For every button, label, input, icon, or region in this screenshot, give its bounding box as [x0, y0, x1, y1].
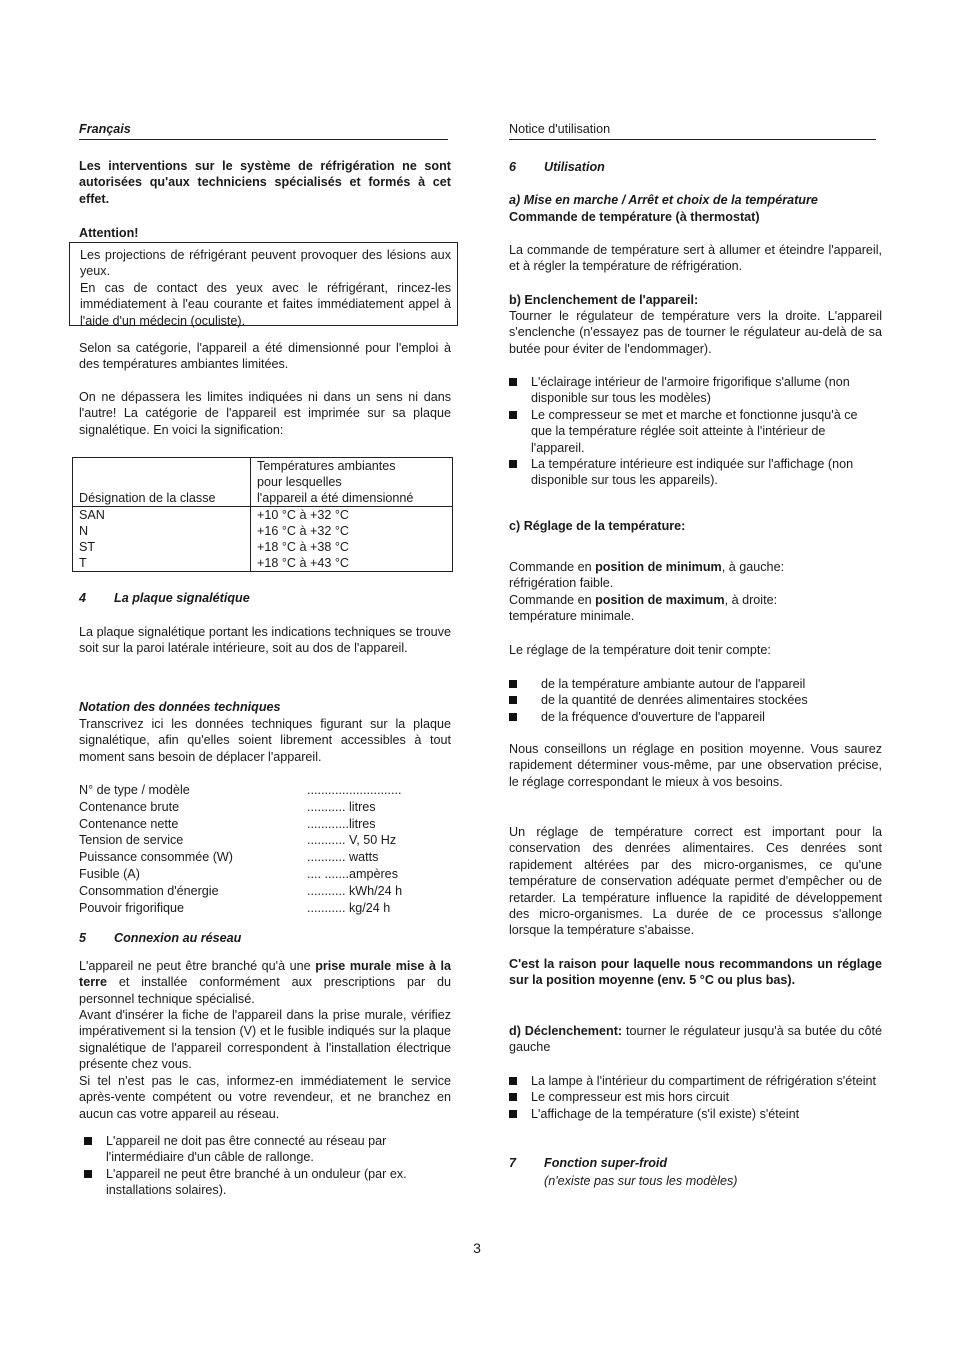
list-item: [509, 676, 882, 692]
table-cell-temp: +10 °C à +32 °C: [251, 507, 453, 524]
spec-row: [79, 866, 451, 883]
header-title: Notice d'utilisation: [509, 122, 876, 140]
spec-label: Pouvoir frigorifique: [79, 900, 184, 915]
page-number: 3: [473, 1240, 481, 1256]
section-5-bullets: [84, 1133, 451, 1199]
list-item: [509, 1089, 882, 1105]
subsection-a-text: La commande de température sert à allumer et éteindre l'appareil, et à régler la température de réfrigération.: [509, 243, 882, 274]
attention-title: Attention!: [79, 226, 139, 240]
section-5-text-1: [79, 958, 451, 1007]
subsection-c-title: c) Réglage de la température:: [509, 519, 686, 533]
table-cell-temp: +16 °C à +32 °C: [251, 523, 453, 539]
section-7-heading: [509, 1156, 667, 1170]
table-cell-class: N: [73, 523, 251, 539]
bullet-square-icon: [509, 460, 517, 468]
table-cell-class: T: [73, 555, 251, 572]
subsection-c-bullets: [509, 676, 882, 725]
table-row: [73, 523, 453, 539]
list-item-text: La température intérieure est indiquée sur l'affichage (non disponible sur tous les appareils).: [531, 457, 854, 488]
spec-value: ........... kWh/24 h: [307, 883, 403, 898]
notation-text: Transcrivez ici les données techniques figurant sur la plaque signalétique, afin qu'elles soient librement accessibles à tout moment sans besoin de déplacer l'appareil.: [79, 717, 451, 764]
subsection-d-text: tourner le régulateur jusqu'à sa butée du côté gauche: [509, 1024, 882, 1055]
header-language: Français: [79, 122, 448, 140]
section-7-title: Fonction super-froid: [544, 1156, 668, 1170]
spec-row: [79, 900, 451, 917]
list-item: [509, 1073, 882, 1089]
setting-min-d: réfrigération faible.: [509, 576, 614, 591]
section-4-text: La plaque signalétique portant les indications techniques se trouve soit sur la paroi latérale intérieure, soit au dos de l'appareil.: [79, 625, 451, 656]
setting-advice: Nous conseillons un réglage en position moyenne. Vous saurez rapidement déterminer vous-même, par une observation précise, le réglage correspondant le mieux à vos besoins.: [509, 742, 882, 789]
spec-value: ........... watts: [307, 850, 379, 865]
bullet-square-icon: [84, 1170, 92, 1178]
list-item-text: de la température ambiante autour de l'appareil: [541, 677, 806, 691]
spec-row: [79, 832, 451, 849]
bullet-square-icon: [509, 696, 517, 704]
spec-value: ........... kg/24 h: [307, 900, 391, 915]
section-5-text-1c: et installée conformément aux prescriptions par du personnel technique spécialisé.: [79, 975, 451, 1006]
table-head-temp-l1: Températures ambiantes: [257, 459, 396, 473]
subsection-d-bullets: [509, 1073, 882, 1122]
attention-text-2: En cas de contact des yeux avec le réfrigérant, rincez-les immédiatement à l'eau courante et faites immédiatement appel à l'aide d'un médecin (oculiste).: [80, 280, 451, 328]
bullet-square-icon: [509, 1093, 517, 1101]
list-item: [509, 709, 882, 725]
list-item-text: L'éclairage intérieur de l'armoire frigorifique s'allume (non disponible sur tous les modèles): [531, 375, 850, 406]
intro-warning: Les interventions sur le système de réfrigération ne sont autorisées qu'aux techniciens spécialisés et formés à cet effet.: [79, 159, 451, 206]
section-4-title: La plaque signalétique: [114, 591, 250, 605]
subsection-d: [509, 1023, 882, 1056]
table-row: [73, 539, 453, 555]
setting-min-a: Commande en: [509, 560, 596, 574]
list-item: [84, 1166, 451, 1199]
spec-row: [79, 849, 451, 866]
spec-label: Contenance brute: [79, 799, 180, 814]
spec-label: Contenance nette: [79, 816, 179, 831]
spec-label: Puissance consommée (W): [79, 850, 233, 865]
spec-value: .... .......ampères: [307, 866, 398, 881]
spec-row: [79, 883, 451, 900]
list-item-text: L'appareil ne doit pas être connecté au réseau par l'intermédiaire d'un câble de rallonge.: [106, 1134, 387, 1165]
subsection-b-title: b) Enclenchement de l'appareil:: [509, 293, 699, 307]
table-cell-class: ST: [73, 539, 251, 555]
spec-row: [79, 799, 451, 816]
bullet-square-icon: [509, 1110, 517, 1118]
table-cell-class: SAN: [73, 507, 251, 524]
section-5-text-3: Si tel n'est pas le cas, informez-en immédiatement le service après-vente compétent ou votre revendeur, et ne branchez en aucun cas votre appareil au réseau.: [79, 1074, 451, 1121]
section-5-number: 5: [79, 931, 87, 945]
table-head-temp-l3: l'appareil a été dimensionné: [257, 491, 414, 505]
spec-label: Fusible (A): [79, 866, 140, 881]
list-item: [84, 1133, 451, 1166]
spec-value: ........... V, 50 Hz: [307, 833, 397, 848]
bullet-square-icon: [509, 378, 517, 386]
setting-max-d: température minimale.: [509, 609, 635, 624]
setting-min-c: , à gauche:: [721, 560, 785, 574]
table-row: [73, 555, 453, 572]
spec-list: [79, 782, 451, 916]
spec-row: [79, 816, 451, 833]
subsection-a-title: a) Mise en marche / Arrêt et choix de la température: [509, 193, 818, 207]
spec-label: Consommation d'énergie: [79, 883, 219, 898]
list-item: [509, 456, 882, 489]
list-item-text: L'appareil ne peut être branché à un onduleur (par ex. installations solaires).: [106, 1166, 407, 1198]
spec-value: ...........................: [307, 783, 402, 797]
setting-max-c: , à droite:: [724, 592, 778, 607]
section-6-title: Utilisation: [544, 160, 605, 174]
bullet-square-icon: [509, 713, 517, 721]
section-6-number: 6: [509, 160, 517, 174]
table-head-temp-l2: pour lesquelles: [257, 475, 342, 489]
subsection-b-bullets: [509, 374, 882, 489]
bullet-square-icon: [84, 1137, 92, 1145]
table-head-class: Désignation de la classe: [73, 458, 251, 507]
section-5-text-2: Avant d'insérer la fiche de l'appareil dans la prise murale, vérifiez impérativement si la tension (V) et le fusible indiqués sur la plaque signalétique de l'appareil correspondent à l'installation électrique présente chez vous.: [79, 1008, 451, 1072]
section-5-text-1a: L'appareil ne peut être branché qu'à une: [79, 959, 316, 973]
list-item-text: Le compresseur est mis hors circuit: [531, 1090, 730, 1105]
section-4-number: 4: [79, 591, 87, 605]
spec-value: ............litres: [307, 816, 376, 831]
list-item: [509, 1106, 882, 1122]
notation-title: Notation des données techniques: [79, 700, 281, 714]
setting-recommendation: C'est la raison pour laquelle nous recommandons un réglage sur la position moyenne (env. 5 °C ou plus bas).: [509, 957, 882, 988]
bullet-square-icon: [509, 411, 517, 419]
section-5-heading: [79, 931, 241, 945]
list-item-text: La lampe à l'intérieur du compartiment de réfrigération s'éteint: [531, 1074, 877, 1088]
section-5-text-1b: prise murale mise à la terre: [79, 959, 451, 990]
list-item-text: L'affichage de la température (s'il existe) s'éteint: [531, 1106, 800, 1121]
subsection-d-title: d) Déclenchement:: [509, 1024, 623, 1038]
setting-max-b: position de maximum: [595, 592, 725, 607]
setting-minimum: [509, 559, 882, 625]
attention-box: [69, 242, 458, 326]
spec-row: [79, 782, 451, 799]
attention-text-1: Les projections de réfrigérant peuvent provoquer des lésions aux yeux.: [80, 248, 451, 279]
section-6-heading: [509, 160, 605, 174]
setting-consider: Le réglage de la température doit tenir compte:: [509, 643, 771, 657]
subsection-a-subtitle: Commande de température (à thermostat): [509, 210, 760, 224]
category-text-1: Selon sa catégorie, l'appareil a été dimensionné pour l'emploi à des températures ambiantes limitées.: [79, 341, 451, 372]
setting-min-b: position de minimum: [595, 560, 722, 574]
table-cell-temp: +18 °C à +43 °C: [251, 555, 453, 572]
spec-label: N° de type / modèle: [79, 783, 190, 797]
subsection-b-text: Tourner le régulateur de température vers la droite. L'appareil s'enclenche (n'essayez pas de tourner le régulateur au-delà de sa butée pour éviter de l'endommager).: [509, 309, 882, 356]
bullet-square-icon: [509, 680, 517, 688]
bullet-square-icon: [509, 1077, 517, 1085]
table-cell-temp: +18 °C à +38 °C: [251, 539, 453, 555]
section-7-number: 7: [509, 1156, 517, 1170]
section-7-subtitle: (n'existe pas sur tous les modèles): [544, 1174, 738, 1188]
spec-value: ........... litres: [307, 799, 376, 814]
section-5-title: Connexion au réseau: [114, 931, 242, 945]
climate-class-table: [72, 457, 453, 572]
section-4-heading: [79, 591, 250, 605]
list-item-text: de la fréquence d'ouverture de l'appareil: [541, 709, 765, 724]
setting-max-a: Commande en: [509, 592, 596, 607]
table-row: [73, 507, 453, 524]
list-item: [509, 692, 882, 708]
list-item: [509, 374, 882, 407]
spec-label: Tension de service: [79, 833, 184, 848]
setting-explanation: Un réglage de température correct est important pour la conservation des denrées alimentaires. Ces denrées sont rapidement altérées par des micro-organismes, ce qu'une température de conservation adéquate permet d'empêcher ou de retarder. La température influence la rapidité de développement des micro-organismes. La durée de ce processus s'allonge lorsque la température s'abaisse.: [509, 825, 882, 938]
table-head-temp: [251, 458, 453, 507]
list-item: [509, 407, 882, 456]
category-text-2: On ne dépassera les limites indiquées ni dans un sens ni dans l'autre! La catégorie de l'appareil est imprimée sur sa plaque signalétique. En voici la signification:: [79, 390, 451, 437]
list-item-text: Le compresseur se met et marche et fonctionne jusqu'à ce que la température réglée soit atteinte à l'intérieur de l'appareil.: [531, 407, 858, 455]
list-item-text: de la quantité de denrées alimentaires stockées: [541, 693, 808, 708]
